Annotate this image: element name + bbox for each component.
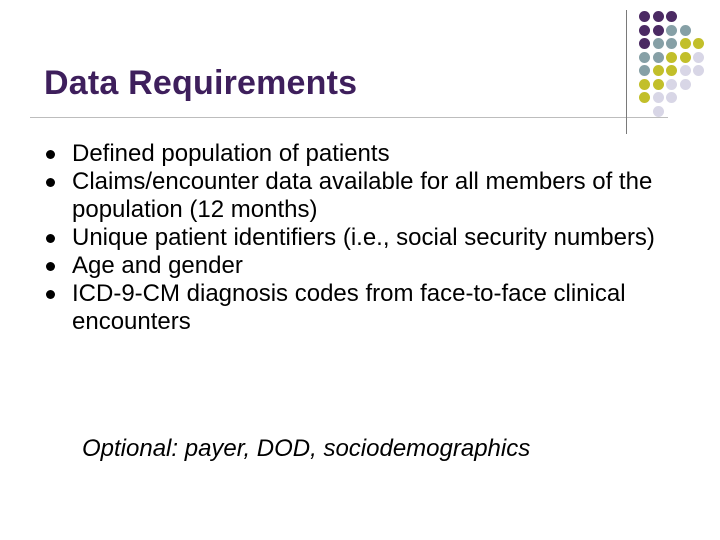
decorative-dot-grid — [639, 11, 719, 121]
decorative-dot — [693, 38, 704, 49]
decorative-dot — [680, 38, 691, 49]
slide-title: Data Requirements — [44, 64, 358, 102]
decorative-dot — [666, 52, 677, 63]
bullet-item — [46, 224, 686, 252]
decorative-dot — [680, 52, 691, 63]
decorative-dot — [653, 52, 664, 63]
bullet-icon — [46, 262, 55, 271]
decorative-dot — [693, 52, 704, 63]
bullet-item — [46, 280, 686, 336]
decorative-dot — [639, 38, 650, 49]
decorative-dot — [666, 11, 677, 22]
decorative-dot — [639, 79, 650, 90]
decorative-dot — [653, 38, 664, 49]
bullet-item — [46, 140, 686, 168]
decorative-vertical-line — [626, 10, 627, 134]
decorative-dot — [680, 79, 691, 90]
decorative-dot — [639, 92, 650, 103]
decorative-dot — [666, 38, 677, 49]
decorative-dot — [666, 79, 677, 90]
decorative-dot — [653, 106, 664, 117]
bullet-text: Claims/encounter data available for all members of the population (12 months) — [72, 168, 653, 223]
decorative-dot — [693, 65, 704, 76]
decorative-dot — [653, 79, 664, 90]
optional-note: Optional: payer, DOD, sociodemographics — [82, 435, 531, 462]
decorative-dot — [653, 11, 664, 22]
bullet-icon — [46, 290, 55, 299]
decorative-dot — [680, 65, 691, 76]
bullet-icon — [46, 150, 55, 159]
bullet-text: Age and gender — [72, 252, 243, 279]
decorative-dot — [639, 52, 650, 63]
bullet-item — [46, 252, 686, 280]
decorative-dot — [639, 25, 650, 36]
decorative-dot — [653, 92, 664, 103]
decorative-dot — [639, 65, 650, 76]
decorative-dot — [653, 25, 664, 36]
decorative-dot — [666, 25, 677, 36]
bullet-list — [46, 140, 686, 336]
title-underline — [30, 117, 668, 118]
bullet-item — [46, 168, 686, 224]
bullet-icon — [46, 234, 55, 243]
bullet-text: ICD-9-CM diagnosis codes from face-to-face clinical encounters — [72, 280, 626, 335]
decorative-dot — [680, 25, 691, 36]
decorative-dot — [666, 92, 677, 103]
bullet-text: Unique patient identifiers (i.e., social security numbers) — [72, 224, 655, 251]
bullet-text: Defined population of patients — [72, 140, 390, 167]
bullet-icon — [46, 178, 55, 187]
decorative-dot — [666, 65, 677, 76]
decorative-dot — [653, 65, 664, 76]
decorative-dot — [639, 11, 650, 22]
